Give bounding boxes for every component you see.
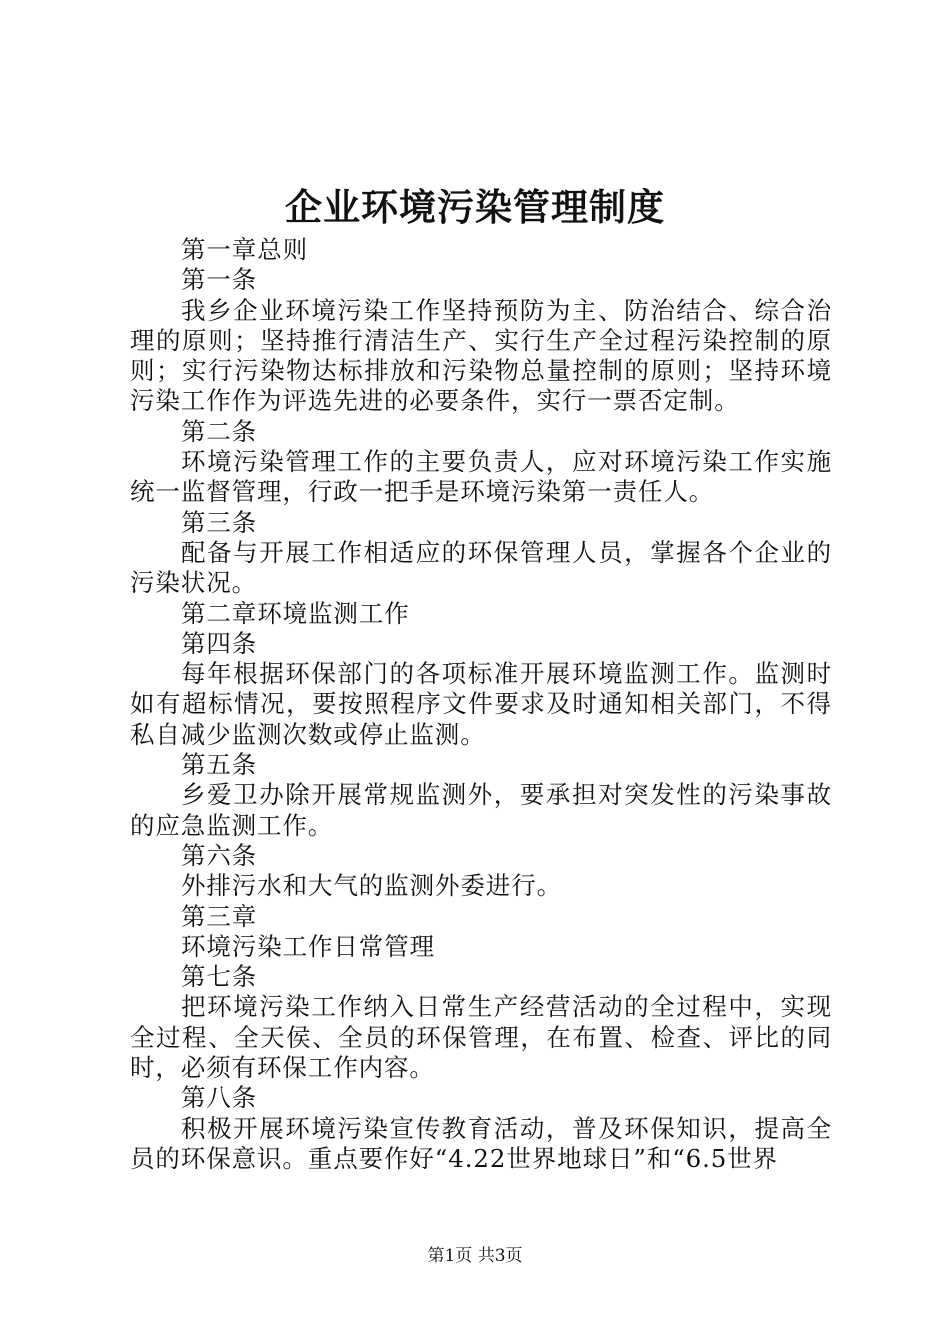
article-paragraph: 乡爱卫办除开展常规监测外，要承担对突发性的污染事故的应急监测工作。 <box>130 780 832 840</box>
chapter-heading: 第一章总则 <box>181 235 308 264</box>
article-paragraph: 配备与开展工作相适应的环保管理人员，掌握各个企业的污染状况。 <box>130 537 832 598</box>
article-paragraph: 环境污染管理工作的主要负责人，应对环境污染工作实施统一监督管理，行政一把手是环境污染第一责任人。 <box>130 447 832 507</box>
article-paragraph: 外排污水和大气的监测外委进行。 <box>181 871 562 901</box>
article-heading: 第一条 <box>181 265 258 295</box>
document-body <box>130 235 832 1174</box>
article-paragraph: 每年根据环保部门的各项标准开展环境监测工作。监测时如有超标情况，要按照程序文件要求及时通知相关部门，不得私自减少监测次数或停止监测。 <box>130 659 832 749</box>
chapter-heading: 第二章环境监测工作 <box>181 598 410 628</box>
article-heading: 第二条 <box>181 416 258 446</box>
article-paragraph: 我乡企业环境污染工作坚持预防为主、防治结合、综合治理的原则；坚持推行清洁生产、实行生产全过程污染控制的原则；实行污染物达标排放和污染物总量控制的原则；坚持环境污染工作作为评选先进的必要条件，实行一票否定制。 <box>130 295 832 416</box>
article-heading: 第八条 <box>181 1083 258 1113</box>
chapter-heading: 第三章 <box>181 901 258 931</box>
article-heading: 第七条 <box>181 962 258 992</box>
article-heading: 第三条 <box>181 507 258 537</box>
document-title: 企业环境污染管理制度 <box>285 185 665 229</box>
article-paragraph: 把环境污染工作纳入日常生产经营活动的全过程中，实现全过程、全天侯、全员的环保管理，在布置、检查、评比的同时，必须有环保工作内容。 <box>130 992 832 1083</box>
page-footer: 第1页 共3页 <box>427 1246 523 1266</box>
article-heading: 第四条 <box>181 628 258 658</box>
chapter-subtitle: 环境污染工作日常管理 <box>181 931 435 961</box>
article-heading: 第六条 <box>181 840 258 870</box>
article-paragraph: 积极开展环境污染宣传教育活动，普及环保知识，提高全员的环保意识。重点要作好“4.22世界地球日”和“6.5世界 <box>130 1113 832 1173</box>
article-heading: 第五条 <box>181 750 258 780</box>
